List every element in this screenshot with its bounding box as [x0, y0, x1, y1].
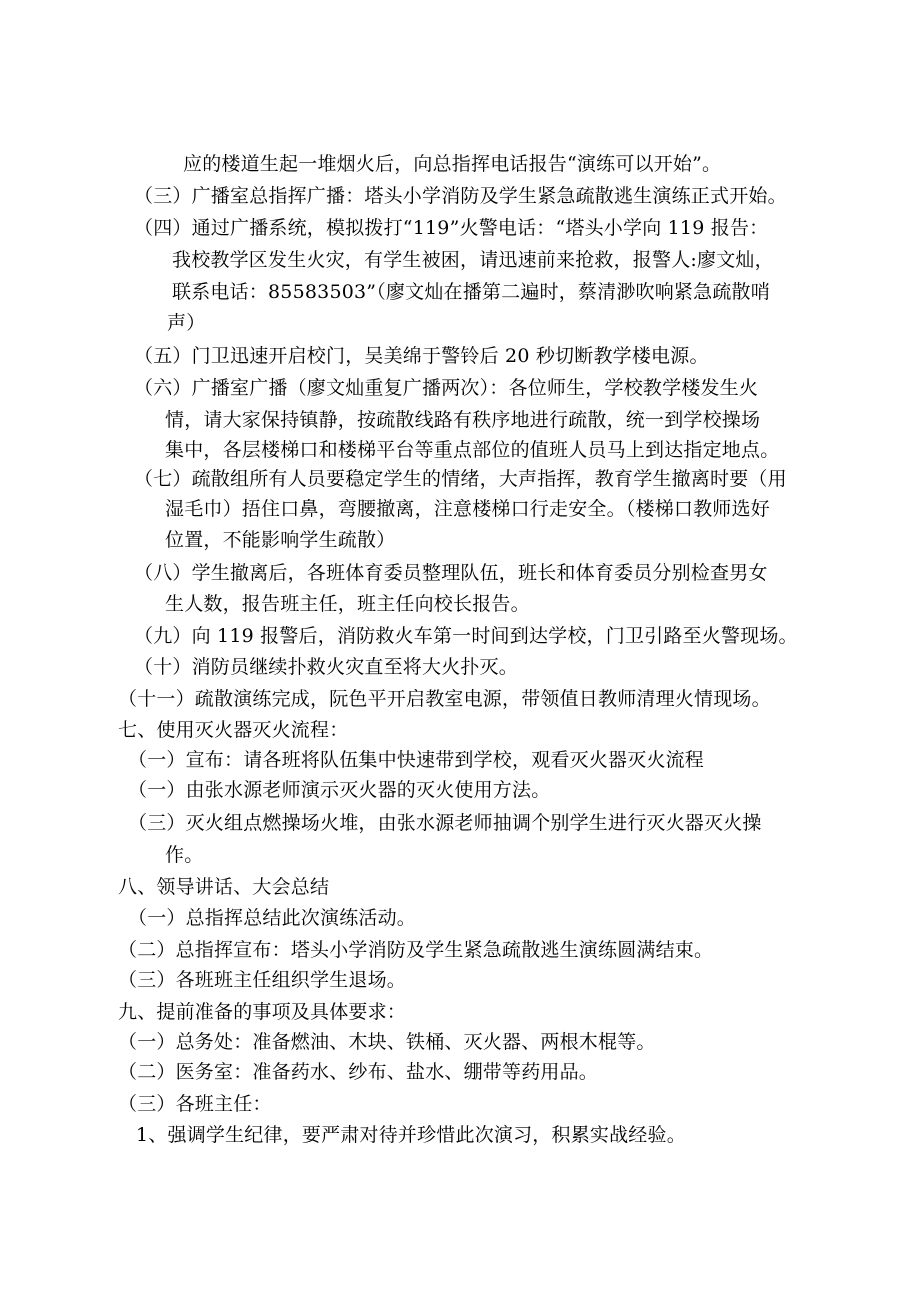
text-line: 1、强调学生纪律，要严肃对待并珍惜此次演习，积累实战经验。 [136, 1124, 686, 1146]
text-line: 集中，各层楼梯口和楼梯平台等重点部位的值班人员马上到达指定地点。 [165, 439, 780, 461]
text-line: （一）宣布：请各班将队伍集中快速带到学校，观看灭火器灭火流程 [128, 749, 705, 771]
text-line: 生人数，报告班主任，班主任向校长报告。 [165, 593, 530, 615]
text-line: （三）各班班主任组织学生退场。 [118, 969, 407, 991]
text-line: 位置，不能影响学生疏散） [165, 529, 396, 551]
text-line: （一）总指挥总结此次演练活动。 [128, 907, 417, 929]
text-line: 情，请大家保持镇静，按疏散线路有秩序地进行疏散，统一到学校操场 [165, 409, 761, 431]
text-line: 我校教学区发生火灾，有学生被困，请迅速前来抢救，报警人:廖文灿， [172, 249, 774, 271]
text-line: （一）总务处：准备燃油、木块、铁桶、灭火器、两根木棍等。 [118, 1031, 656, 1053]
text-line: （三）各班主任： [118, 1093, 272, 1115]
text-line: 联系电话：85583503”（廖文灿在播第二遍时，蔡清渺吹响紧急疏散哨 [172, 281, 770, 303]
section-heading: 九、提前准备的事项及具体要求： [118, 1001, 407, 1023]
text-line: （十一）疏散演练完成，阮色平开启教室电源，带领值日教师清理火情现场。 [118, 688, 771, 710]
text-line: （六）广播室广播（廖文灿重复广播两次）：各位师生，学校教学楼发生火 [134, 377, 759, 399]
text-line: （二）医务室：准备药水、纱布、盐水、绷带等药用品。 [118, 1061, 599, 1083]
text-line: 作。 [165, 844, 204, 866]
text-line: 应的楼道生起一堆烟火后，向总指挥电话报告“演练可以开始”。 [183, 153, 722, 175]
text-line: （五）门卫迅速开启校门，吴美绵于警铃后 20 秒切断教学楼电源。 [134, 345, 709, 367]
text-line: 湿毛巾）捂住口鼻，弯腰撤离，注意楼梯口行走安全。（楼梯口教师选好 [165, 498, 770, 520]
section-heading: 七、使用灭火器灭火流程： [118, 719, 349, 741]
text-line: （十）消防员继续扑救火灾直至将大火扑灭。 [134, 656, 519, 678]
text-line: （三）灭火组点燃操场火堆，由张水源老师抽调个别学生进行灭火器灭火操 [128, 812, 762, 834]
text-line: （四）通过广播系统，模拟拨打“119”火警电话：“塔头小学向 119 报告： [134, 217, 769, 239]
section-heading: 八、领导讲话、大会总结 [118, 876, 330, 898]
text-line: （八）学生撤离后，各班体育委员整理队伍，班长和体育委员分别检查男女 [134, 562, 768, 584]
text-line: （一）由张水源老师演示灭火器的灭火使用方法。 [128, 779, 551, 801]
text-line: （二）总指挥宣布：塔头小学消防及学生紧急疏散逃生演练圆满结束。 [118, 939, 714, 961]
text-line: （九）向 119 报警后，消防救火车第一时间到达学校，门卫引路至火警现场。 [134, 625, 798, 647]
text-line: 声） [167, 312, 206, 334]
text-line: （三）广播室总指挥广播：塔头小学消防及学生紧急疏散逃生演练正式开始。 [134, 185, 787, 207]
text-line: （七）疏散组所有人员要稳定学生的情绪，大声指挥，教育学生撤离时要（用 [134, 468, 787, 490]
